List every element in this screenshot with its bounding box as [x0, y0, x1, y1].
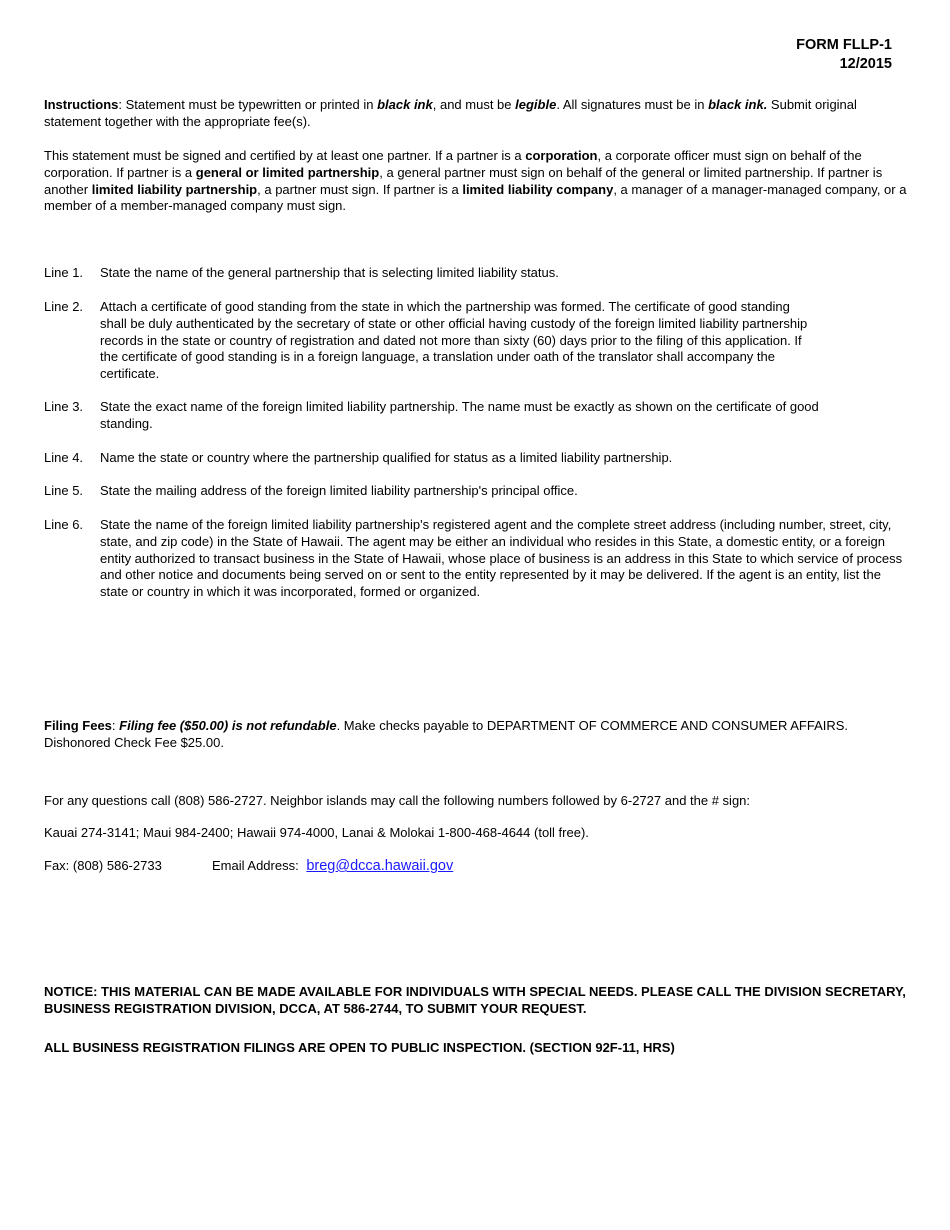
line-item [44, 450, 910, 467]
email-link[interactable]: breg@dcca.hawaii.gov [306, 858, 454, 874]
instructions-emphasis-1: black ink [377, 97, 433, 112]
line-item [44, 299, 819, 383]
email-label: Email Address: [212, 858, 299, 873]
line-item [44, 265, 910, 282]
signing-text-2: , a corporate officer must sign on behalf of the corporation. If partner is a [44, 148, 862, 180]
line-label: Line 4. [44, 450, 84, 465]
instructions-label: Instructions [44, 97, 119, 112]
filing-fees-text: . Make checks payable to DEPARTMENT OF COMMERCE AND CONSUMER AFFAIRS. Dishonored Check Fee $25.00. [44, 718, 849, 750]
instructions-paragraph [44, 97, 910, 131]
instructions-emphasis-2: legible [515, 97, 557, 112]
filing-fees-label: Filing Fees [44, 718, 112, 733]
line-item [44, 517, 910, 601]
signing-bold-4: limited liability company [462, 181, 614, 197]
instructions-text-2: , and must be [432, 97, 516, 112]
line-text: Name the state or country where the partnership qualified for status as a limited liability partnership. [100, 450, 673, 465]
signing-bold-1: corporation [525, 148, 598, 163]
line-text: State the name of the general partnership that is selecting limited liability status. [100, 265, 559, 280]
instructions-text-3: . All signatures must be in [556, 97, 709, 112]
instructions-text-4: Submit original statement together with the appropriate fee(s). [44, 97, 857, 129]
email-row [212, 858, 453, 875]
questions-text: For any questions call (808) 586-2727. Neighbor islands may call the following numbers followed by 6-2727 and the # sign: [44, 793, 751, 808]
filing-fees-emphasis: Filing fee ($50.00) is not refundable [119, 718, 337, 733]
special-needs-notice: NOTICE: THIS MATERIAL CAN BE MADE AVAILABLE FOR INDIVIDUALS WITH SPECIAL NEEDS. PLEASE CALL THE DIVISION SECRETARY, BUSINESS REGISTRATION DIVISION, DCCA, AT 586-2744, TO SUBMIT YOUR REQUEST. [44, 984, 906, 1016]
signing-paragraph [44, 148, 910, 215]
instructions-emphasis-3: black ink. [708, 97, 768, 112]
signing-text-5: , a manager of a manager-managed company, or a member of a member-managed company must sign. [44, 181, 907, 214]
signing-bold-3: limited liability partnership [91, 181, 258, 197]
signing-bold-2: general or limited partnership [195, 164, 380, 180]
islands-text: Kauai 274-3141; Maui 984-2400; Hawaii 974-4000, Lanai & Molokai 1-800-468-4644 (toll free). [44, 825, 589, 840]
line-text: State the exact name of the foreign limited liability partnership. The name must be exactly as shown on the certificate of good standing. [100, 399, 819, 431]
form-header [796, 36, 892, 73]
line-label: Line 6. [44, 517, 84, 532]
line-item [44, 483, 910, 500]
filing-fees-paragraph [44, 718, 910, 752]
public-inspection-notice: ALL BUSINESS REGISTRATION FILINGS ARE OPEN TO PUBLIC INSPECTION. (SECTION 92F-11, HRS) [44, 1040, 675, 1055]
signing-text-1: This statement must be signed and certified by at least one partner. If a partner is a [44, 148, 526, 163]
line-label: Line 1. [44, 265, 84, 280]
filing-fees-colon: : [111, 718, 120, 733]
line-text: State the mailing address of the foreign limited liability partnership's principal office. [100, 483, 578, 498]
signing-text-3: , a general partner must sign on behalf of the general or limited partnership. If partner is another [44, 164, 883, 197]
fax-number: Fax: (808) 586-2733 [44, 858, 162, 873]
line-item [44, 399, 834, 433]
line-text: Attach a certificate of good standing from the state in which the partnership was formed. The certificate of good standing shall be duly authenticated by the secretary of state or other official having custody of the foreign limited liability partnership records in the state or country of registration and dated not more than sixty (60) days prior to the filing of this application. If the certificate of good standing is in a foreign language, a translation under oath of the translator shall accompany the certificate. [100, 299, 808, 382]
instructions-text-1: : Statement must be typewritten or printed in [118, 97, 378, 112]
line-label: Line 3. [44, 399, 84, 414]
form-revision: 12/2015 [839, 55, 892, 72]
signing-text-4: , a partner must sign. If partner is a [257, 181, 463, 197]
line-label: Line 2. [44, 299, 84, 314]
line-text: State the name of the foreign limited liability partnership's registered agent and the complete street address (including number, street, city, state, and zip code) in the State of Hawaii. The agent may be either an individual who resides in this State, a domestic entity, or a foreign entity authorized to transact business in the State of Hawaii, whose place of business is an address in this State to which service of process and other notice and documents being served on or sent to the entity represented by it may be delivered. If the agent is an entity, list the state or country in which it was incorporated, formed or organized. [100, 517, 903, 600]
form-id: FORM FLLP-1 [796, 37, 892, 53]
line-label: Line 5. [44, 483, 84, 498]
